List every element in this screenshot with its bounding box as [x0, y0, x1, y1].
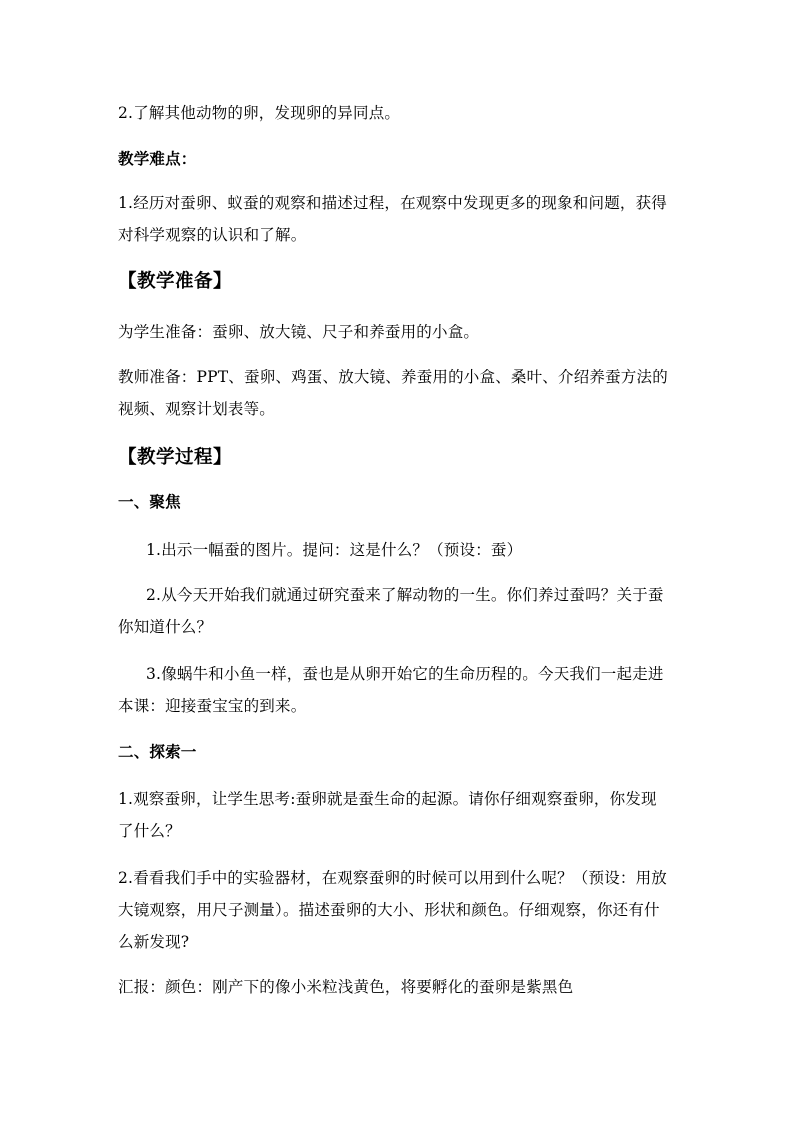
focus-item-1: 1.出示一幅蚕的图片。提问：这是什么？（预设：蚕）	[146, 541, 523, 559]
focus-item-3-line1: 3.像蜗牛和小鱼一样，蚕也是从卵开始它的生命历程的。今天我们一起走进	[146, 665, 664, 683]
teacher-preparation-line1: 教师准备：PPT、蚕卵、鸡蛋、放大镜、养蚕用的小盒、桑叶、介绍养蚕方法的	[118, 368, 668, 386]
goal-item-2: 2.了解其他动物的卵，发现卵的异同点。	[118, 104, 401, 122]
focus-item-2-line1: 2.从今天开始我们就通过研究蚕来了解动物的一生。你们养过蚕吗？关于蚕	[146, 586, 664, 604]
explore-item-2-line1: 2.看看我们手中的实验器材，在观察蚕卵的时候可以用到什么呢？（预设：用放	[118, 869, 667, 887]
difficulty-item-1-line1: 1.经历对蚕卵、蚁蚕的观察和描述过程，在观察中发现更多的现象和问题，获得	[118, 194, 667, 212]
difficulty-heading: 教学难点：	[118, 149, 197, 168]
difficulty-item-1-line2: 对科学观察的认识和了解。	[118, 226, 307, 244]
teacher-preparation-line2: 视频、观察计划表等。	[118, 400, 276, 418]
explore-item-1-line1: 1.观察蚕卵，让学生思考:蚕卵就是蚕生命的起源。请你仔细观察蚕卵，你发现	[118, 790, 657, 808]
explore-item-1-line2: 了什么？	[118, 822, 181, 840]
focus-item-3-line2: 本课：迎接蚕宝宝的到来。	[118, 697, 307, 715]
report-line: 汇报：颜色：刚产下的像小米粒浅黄色，将要孵化的蚕卵是紫黑色	[118, 978, 574, 996]
section-explore-heading: 二、探索一	[118, 742, 197, 761]
explore-item-2-line3: 么新发现?	[118, 933, 190, 951]
focus-item-2-line2: 你知道什么？	[118, 618, 213, 636]
preparation-heading: 【教学准备】	[118, 271, 233, 292]
explore-item-2-line2: 大镜观察，用尺子测量）。描述蚕卵的大小、形状和颜色。仔细观察，你还有什	[118, 901, 660, 919]
process-heading: 【教学过程】	[118, 447, 233, 468]
student-preparation: 为学生准备：蚕卵、放大镜、尺子和养蚕用的小盒。	[118, 323, 480, 341]
section-focus-heading: 一、聚焦	[118, 492, 181, 511]
